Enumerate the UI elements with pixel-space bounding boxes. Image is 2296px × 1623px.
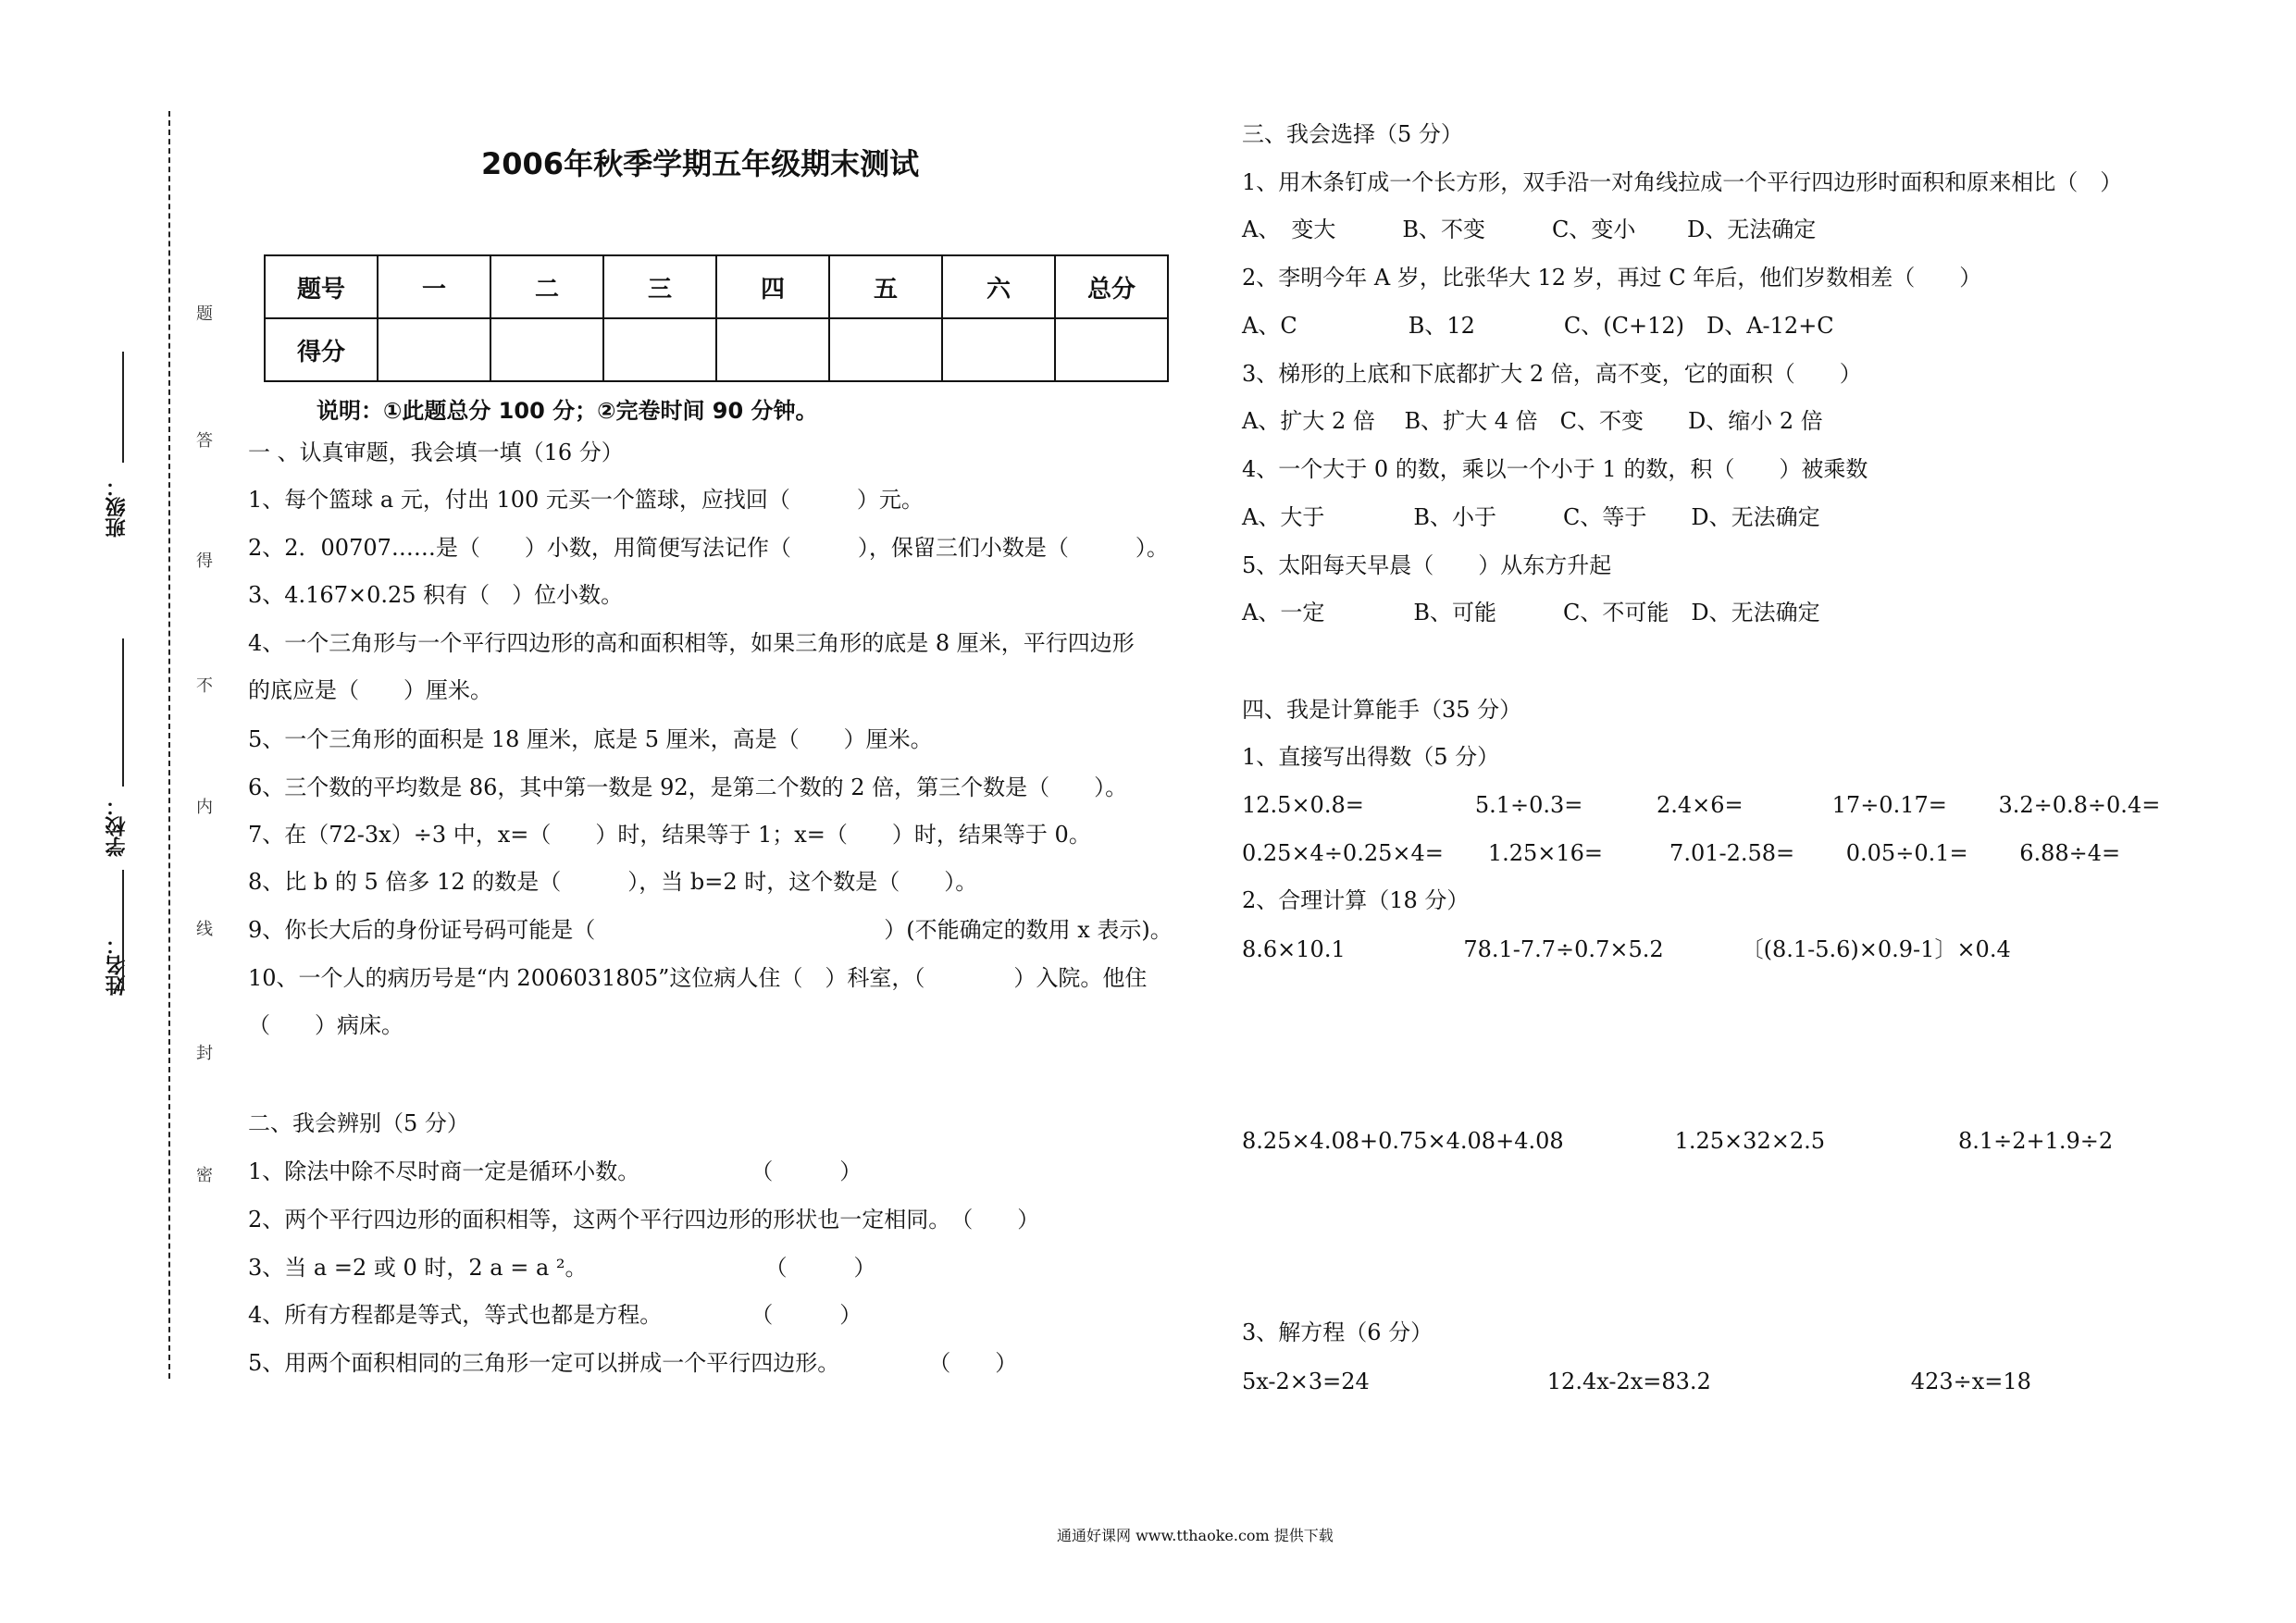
name-fill-line (122, 870, 124, 990)
class-label: 班级： (105, 477, 129, 538)
calc-line: 0.25×4÷0.25×4= 1.25×16= 7.01-2.58= 0.05÷0.1= 6.88÷4= (1242, 840, 2121, 866)
seal-char: 不 (196, 676, 213, 696)
score-table-cell: 题号 (265, 255, 378, 318)
seal-char: 得 (196, 551, 213, 571)
question-line: 3、梯形的上底和下底都扩大 2 倍，高不变，它的面积（ ） (1242, 361, 1862, 387)
question-line: 7、在（72-3x）÷3 中，x=（ ）时，结果等于 1；x=（ ）时，结果等于 0。 (248, 822, 1091, 848)
question-line: 1、每个篮球 a 元，付出 100 元买一个篮球，应找回（ ）元。 (248, 487, 924, 513)
score-table-cell: 二 (490, 255, 603, 318)
seal-char: 内 (196, 798, 213, 817)
question-line: 2、2．00707……是（ ）小数，用简便写法记作（ ），保留三们小数是（ ）。 (248, 535, 1169, 561)
section-heading: 一 、认真审题，我会填一填（16 分） (248, 440, 624, 465)
score-table-cell: 得分 (265, 318, 378, 381)
question-line: 10、一个人的病历号是“内 2006031805”这位病人住（ ）科室，（ ）入院。他住 (248, 965, 1148, 991)
subsection-heading: 3、解方程（6 分） (1242, 1319, 1433, 1345)
school-label: 学校： (105, 796, 129, 857)
question-line: 8、比 b 的 5 倍多 12 的数是（ ），当 b=2 时，这个数是（ ）。 (248, 869, 978, 895)
option-line: A、扩大 2 倍 B、扩大 4 倍 C、不变 D、缩小 2 倍 (1242, 408, 1823, 434)
score-input-cell[interactable] (378, 318, 490, 381)
option-line: A、C B、12 C、(C+12) D、A-12+C (1242, 313, 1834, 339)
question-line: 4、一个三角形与一个平行四边形的高和面积相等，如果三角形的底是 8 厘米，平行四边形 (248, 630, 1135, 656)
question-line: 2、两个平行四边形的面积相等，这两个平行四边形的形状也一定相同。 （ ） (248, 1207, 1040, 1233)
option-line: A、大于 B、小于 C、等于 D、无法确定 (1242, 504, 1820, 530)
score-table-cell: 四 (716, 255, 829, 318)
score-input-cell[interactable] (1055, 318, 1168, 381)
section-heading: 四、我是计算能手（35 分） (1242, 697, 1522, 723)
question-line: 的底应是（ ）厘米。 (248, 677, 492, 703)
calc-line: 12.5×0.8= 5.1÷0.3= 2.4×6= 17÷0.17= 3.2÷0.8÷0.4= (1242, 792, 2161, 818)
section-heading: 二、我会辨别（5 分） (248, 1110, 469, 1136)
question-line: 4、所有方程都是等式，等式也都是方程。 （ ） (248, 1302, 863, 1328)
question-line: 3、4.167×0.25 积有（ ）位小数。 (248, 582, 624, 608)
footer-credit: 通通好课网 www.tthaoke.com 提供下载 (1057, 1527, 1334, 1544)
score-input-cell[interactable] (603, 318, 716, 381)
option-line: A、 变大 B、不变 C、变小 D、无法确定 (1242, 217, 1817, 242)
score-table-cell: 五 (829, 255, 942, 318)
subsection-heading: 1、直接写出得数（5 分） (1242, 744, 1500, 770)
binding-dashed-line (168, 111, 170, 1379)
seal-char: 密 (196, 1166, 213, 1185)
seal-char: 封 (196, 1044, 213, 1063)
question-line: 5、用两个面积相同的三角形一定可以拼成一个平行四边形。 （ ） (248, 1350, 1018, 1376)
score-table (264, 254, 1169, 382)
class-fill-line (122, 352, 124, 463)
score-input-cell[interactable] (829, 318, 942, 381)
question-line: （ ）病床。 (248, 1012, 403, 1038)
name-label: 姓名： (105, 935, 129, 996)
score-table-score-row (265, 318, 1168, 381)
seal-char: 线 (196, 920, 213, 939)
option-line: A、一定 B、可能 C、不可能 D、无法确定 (1242, 600, 1820, 626)
score-table-cell: 三 (603, 255, 716, 318)
section-heading: 三、我会选择（5 分） (1242, 121, 1463, 147)
school-fill-line (122, 638, 124, 787)
question-line: 5、一个三角形的面积是 18 厘米，底是 5 厘米，高是（ ）厘米。 (248, 726, 933, 752)
question-line: 1、除法中除不尽时商一定是循环小数。 （ ） (248, 1158, 863, 1184)
score-table-cell: 一 (378, 255, 490, 318)
exam-note: 说明：①此题总分 100 分；②完卷时间 90 分钟。 (316, 398, 818, 424)
seal-char: 题 (196, 304, 213, 324)
calc-line: 5x-2×3=24 12.4x-2x=83.2 423÷x=18 (1242, 1369, 2031, 1394)
question-line: 6、三个数的平均数是 86，其中第一数是 92，是第二个数的 2 倍，第三个数是（ ）。 (248, 774, 1128, 800)
question-line: 2、李明今年 A 岁，比张华大 12 岁，再过 C 年后，他们岁数相差（ ） (1242, 265, 1982, 291)
calc-line: 8.6×10.1 78.1-7.7÷0.7×5.2 〔(8.1-5.6)×0.9-1〕×0.4 (1242, 936, 2011, 962)
score-table-cell: 六 (942, 255, 1055, 318)
question-line: 1、用木条钉成一个长方形，双手沿一对角线拉成一个平行四边形时面积和原来相比（ ） (1242, 169, 2123, 195)
page-title: 2006年秋季学期五年级期末测试 (481, 146, 920, 181)
subsection-heading: 2、合理计算（18 分） (1242, 887, 1470, 913)
question-line: 4、一个大于 0 的数，乘以一个小于 1 的数，积（ ）被乘数 (1242, 456, 1868, 482)
score-table-header-row (265, 255, 1168, 318)
question-line: 9、你长大后的身份证号码可能是（ ）(不能确定的数用 x 表示)。 (248, 917, 1173, 943)
question-line: 5、太阳每天早晨（ ）从东方升起 (1242, 552, 1612, 578)
calc-line: 8.25×4.08+0.75×4.08+4.08 1.25×32×2.5 8.1÷2+1.9÷2 (1242, 1128, 2114, 1154)
score-table-cell: 总分 (1055, 255, 1168, 318)
seal-char: 答 (196, 431, 213, 451)
score-input-cell[interactable] (490, 318, 603, 381)
question-line: 3、当 a =2 或 0 时，2 a = a ²。 （ ） (248, 1255, 876, 1281)
score-input-cell[interactable] (716, 318, 829, 381)
score-input-cell[interactable] (942, 318, 1055, 381)
